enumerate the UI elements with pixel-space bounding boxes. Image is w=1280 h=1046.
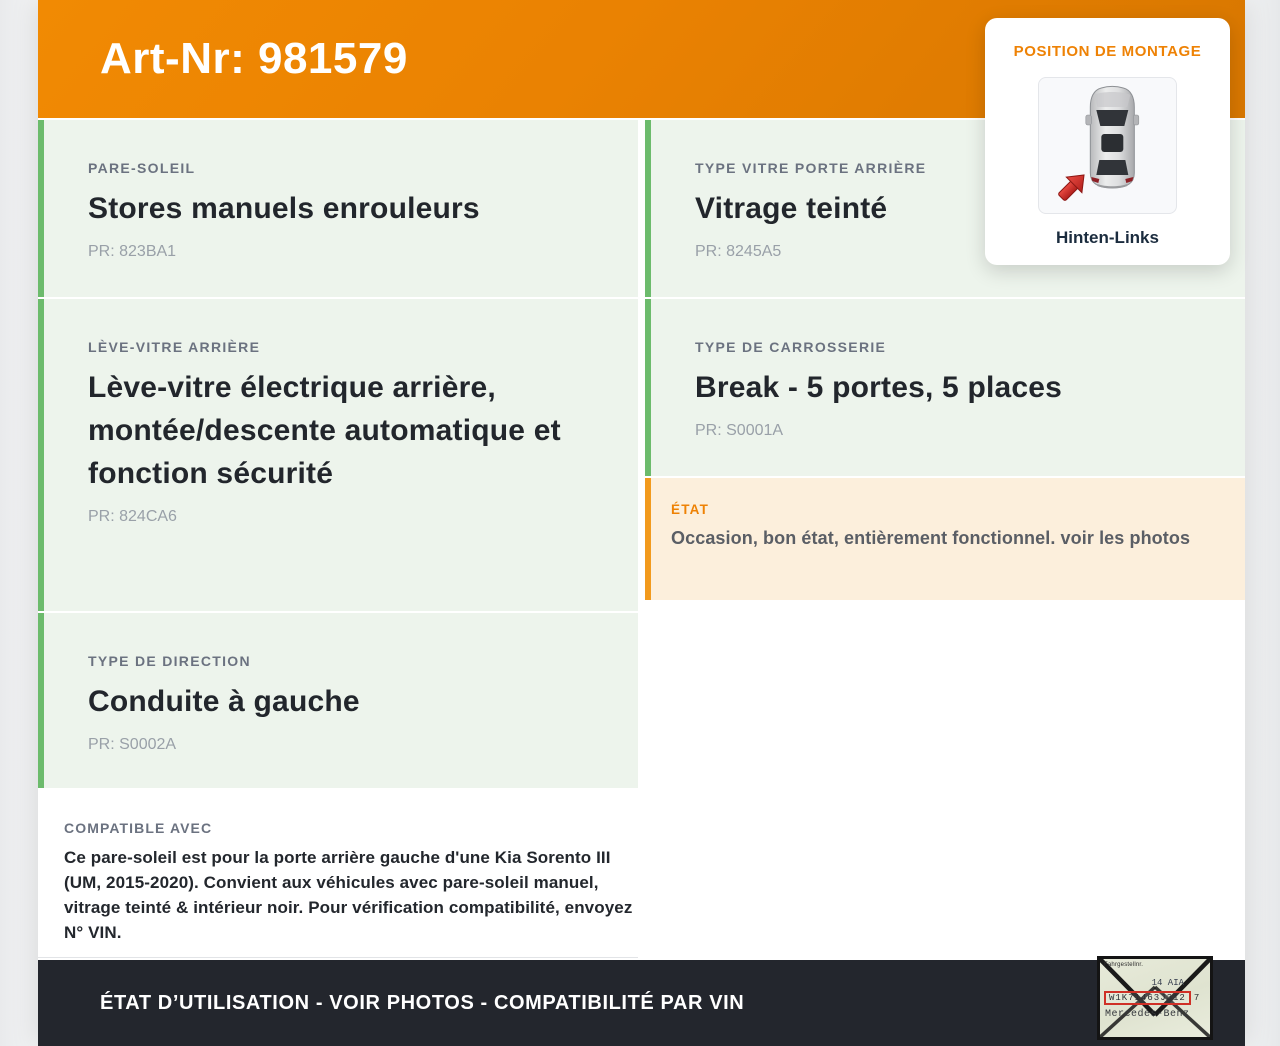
compatibility-text: Ce pare-soleil est pour la porte arrière gauche d'une Kia Sorento III (UM, 2015-2020). Convient aux véhicules avec pare-soleil manuel, vitrage teinté & intérieur noir. Pour vérification compatibilité, envoyez N° VIN. — [64, 848, 633, 942]
footer-banner — [38, 960, 1245, 1046]
spec-value: Vitrage teinté — [695, 192, 888, 225]
spec-pr-code: PR: 823BA1 — [88, 242, 177, 260]
spec-label: LÈVE-VITRE ARRIÈRE — [88, 339, 261, 355]
doc-vin-boxed: W1K71463J312 — [1104, 991, 1191, 1005]
mounting-position-title: POSITION DE MONTAGE — [1013, 43, 1202, 60]
spec-pr-code: PR: S0002A — [88, 735, 177, 753]
position-arrow-icon — [1055, 168, 1093, 204]
spec-value: Stores manuels enrouleurs — [88, 192, 480, 225]
empty-area — [645, 602, 1245, 958]
footer-text: ÉTAT D’UTILISATION - VOIR PHOTOS - COMPATIBILITÉ PAR VIN — [100, 991, 745, 1014]
spec-label: TYPE VITRE PORTE ARRIÈRE — [695, 160, 927, 176]
condition-text: Occasion, bon état, entièrement fonctionnel. voir les photos — [671, 528, 1191, 548]
mounting-position-card — [985, 18, 1230, 265]
condition-card — [645, 478, 1245, 600]
mounting-position-value: Hinten-Links — [1056, 228, 1159, 247]
spec-pr-code: PR: 824CA6 — [88, 507, 177, 525]
doc-field-ref: 14 AIA — [1151, 978, 1184, 988]
left-column — [38, 120, 638, 958]
doc-brand-name: Mercedes-Benz — [1105, 1009, 1190, 1020]
spec-value: Lève-vitre électrique arrière, montée/descente automatique et fonction sécurité — [88, 371, 561, 490]
mounting-position-image-box — [1038, 77, 1177, 214]
doc-field-label: Fahrgestellnr. — [1104, 962, 1144, 968]
article-number-title: Art-Nr: 981579 — [100, 34, 408, 83]
spec-card-leve-vitre — [38, 299, 638, 611]
condition-label: ÉTAT — [671, 502, 710, 517]
spec-label: TYPE DE CARROSSERIE — [695, 339, 887, 355]
spec-pr-code: PR: 8245A5 — [695, 242, 782, 260]
compatibility-label: COMPATIBLE AVEC — [64, 820, 213, 836]
registration-document-stamp — [1097, 956, 1213, 1040]
spec-label: PARE-SOLEIL — [88, 160, 196, 176]
spec-card-direction — [38, 613, 638, 788]
spec-card-carrosserie — [645, 299, 1245, 476]
spec-label: TYPE DE DIRECTION — [88, 653, 251, 669]
doc-vin-suffix: 7 — [1193, 993, 1200, 1003]
spec-pr-code: PR: S0001A — [695, 421, 784, 439]
compatibility-section — [38, 790, 638, 958]
spec-card-pare-soleil — [38, 120, 638, 297]
doc-vin-row — [1104, 991, 1199, 1005]
listing-page — [38, 0, 1245, 1046]
spec-value: Conduite à gauche — [88, 685, 360, 718]
spec-value: Break - 5 portes, 5 places — [695, 371, 1063, 404]
